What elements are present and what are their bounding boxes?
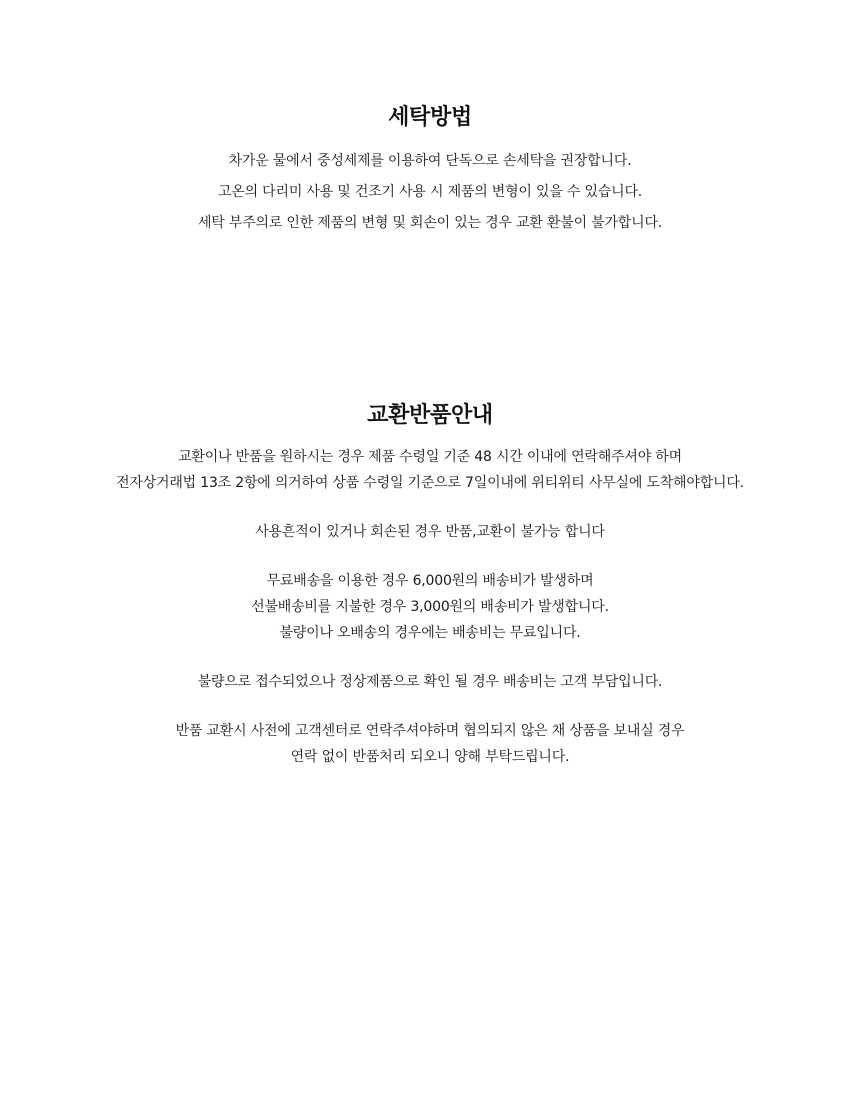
paragraph-gap <box>0 496 860 519</box>
washing-line: 고온의 다리미 사용 및 건조기 사용 시 제품의 변형이 있을 수 있습니다. <box>217 184 643 200</box>
exchange-deadline-line: 전자상거래법 13조 2항에 의거하여 상품 수령일 기준으로 7일이내에 위티위티 사무실에 도착해야합니다. <box>116 475 744 491</box>
shipping-fee-line: 무료배송을 이용한 경우 6,000원의 배송비가 발생하며 <box>266 573 594 589</box>
paragraph-gap <box>0 646 860 669</box>
washing-line: 세탁 부주의로 인한 제품의 변형 및 회손이 있는 경우 교환 환불이 불가합니다. <box>197 215 663 231</box>
exchange-return-section <box>0 398 860 770</box>
defect-claim-line: 불량으로 접수되었으나 정상제품으로 확인 될 경우 배송비는 고객 부담입니다. <box>197 674 663 690</box>
contact-first-line: 반품 교환시 사전에 고객센터로 연락주셔야하며 협의되지 않은 채 상품을 보내실 경우 <box>175 723 685 739</box>
paragraph-gap <box>0 695 860 718</box>
shipping-fee-line: 선불배송비를 지불한 경우 3,000원의 배송비가 발생합니다. <box>251 599 609 615</box>
shipping-fee-line: 불량이나 오배송의 경우에는 배송비는 무료입니다. <box>279 625 581 641</box>
exchange-deadline-line: 교환이나 반품을 원하시는 경우 제품 수령일 기준 48 시간 이내에 연락해주셔야 하며 <box>178 449 682 465</box>
contact-first-line: 연락 없이 반품처리 되오니 양해 부탁드립니다. <box>290 749 570 765</box>
paragraph-gap <box>0 545 860 568</box>
washing-instructions <box>0 146 860 239</box>
washing-section <box>0 100 860 239</box>
exchange-return-title: 교환반품안내 <box>367 403 493 428</box>
exchange-return-notice <box>0 444 860 770</box>
damage-policy-line: 사용흔적이 있거나 회손된 경우 반품,교환이 불가능 합니다 <box>255 524 605 540</box>
washing-line: 차가운 물에서 중성세제를 이용하여 단독으로 손세탁을 권장합니다. <box>228 153 632 169</box>
washing-title: 세탁방법 <box>388 105 472 130</box>
